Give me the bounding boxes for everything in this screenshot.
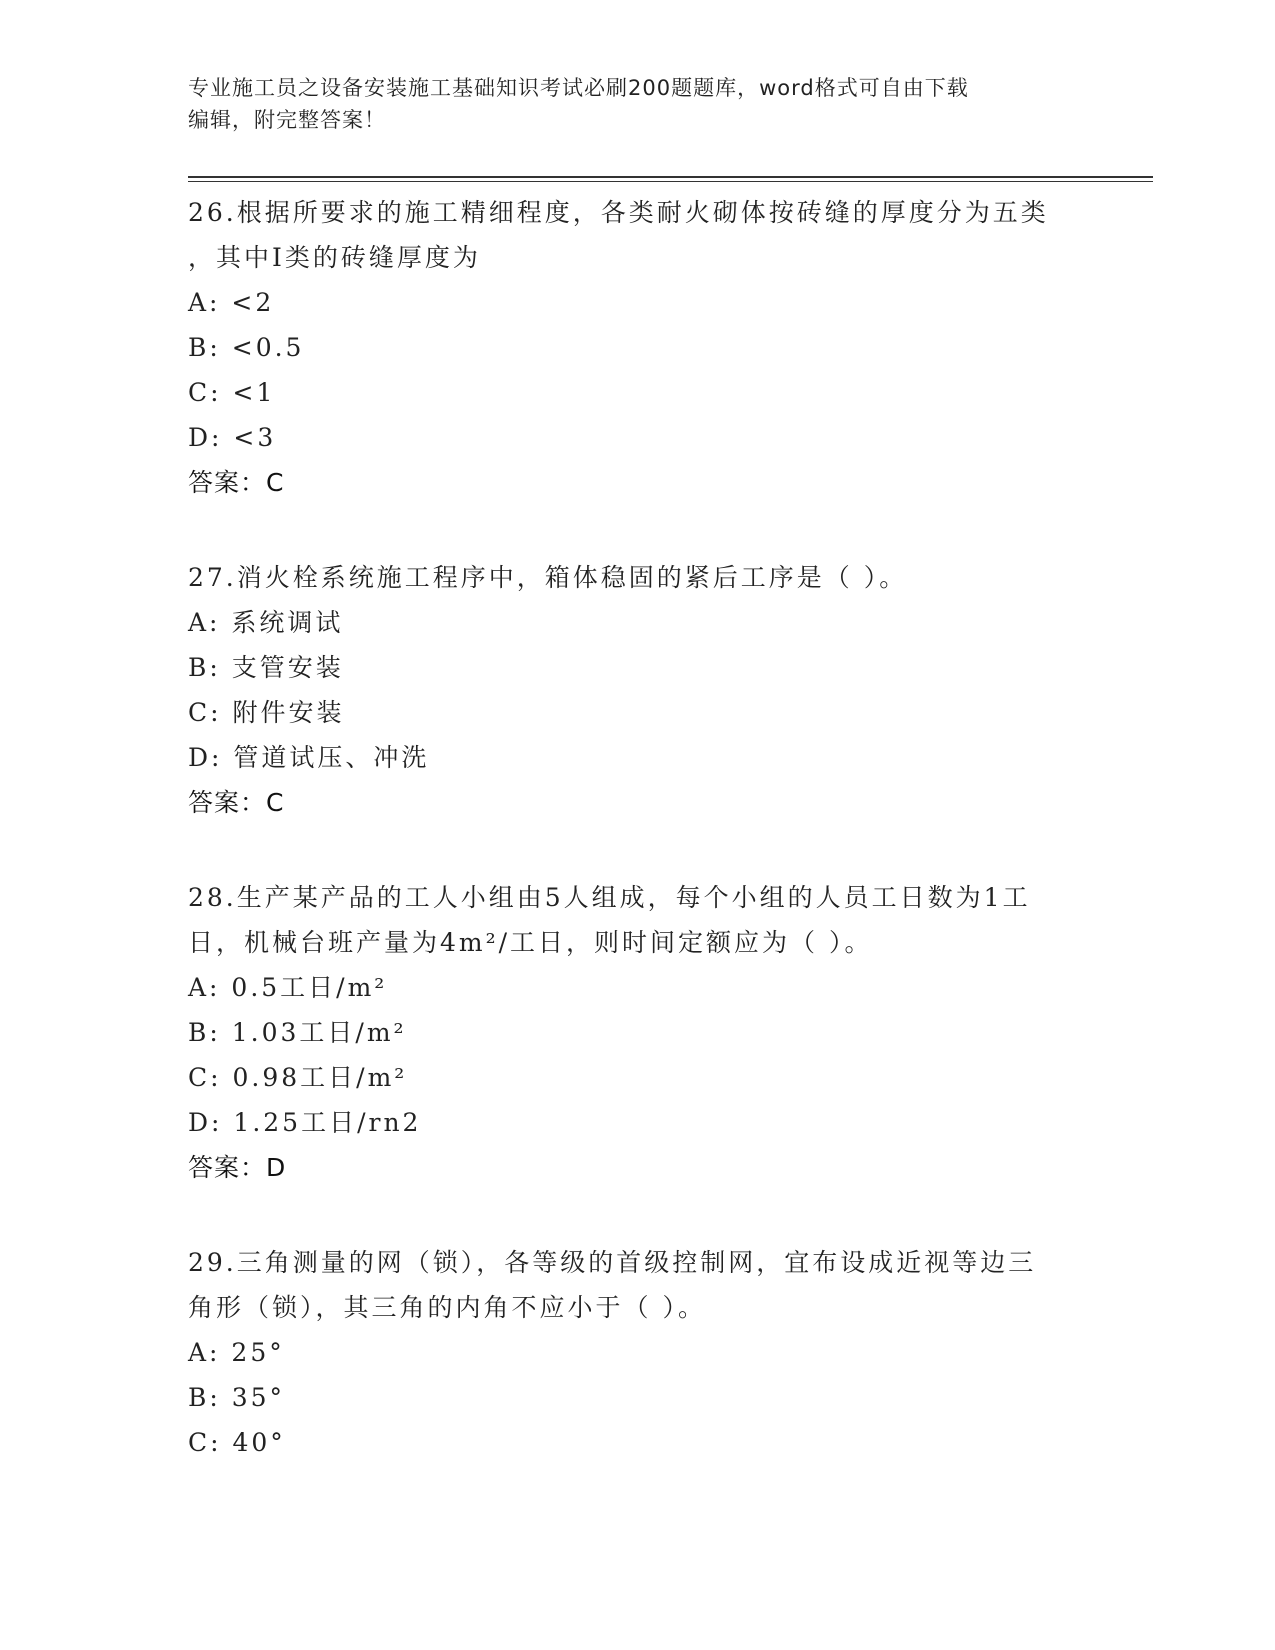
option-d: D: <3 — [188, 423, 277, 452]
question-text-line: 角形（锁），其三角的内角不应小于（ ）。 — [188, 1293, 706, 1322]
question-text-line: 日，机械台班产量为4m²/工日，则时间定额应为（ ）。 — [188, 928, 873, 957]
question-text-line: 29.三角测量的网（锁），各等级的首级控制网，宜布设成近视等边三 — [188, 1248, 1037, 1277]
question-text-line: ，其中Ⅰ类的砖缝厚度为 — [188, 243, 481, 272]
option-c: C: 0.98工日/m² — [188, 1063, 408, 1092]
header-divider-thin — [188, 181, 1153, 182]
option-d: D: 管道试压、冲洗 — [188, 743, 430, 772]
option-c: C: <1 — [188, 378, 276, 407]
question-list — [188, 190, 1088, 1515]
option-a: A: 25° — [188, 1338, 285, 1367]
question-text-line: 26.根据所要求的施工精细程度，各类耐火砌体按砖缝的厚度分为五类 — [188, 198, 1049, 227]
question-text-line: 27.消火栓系统施工程序中，箱体稳固的紧后工序是（ ）。 — [188, 563, 908, 592]
option-b: B: <0.5 — [188, 333, 305, 362]
header-divider-thick — [188, 176, 1153, 178]
header-line-2: 编辑，附完整答案！ — [188, 108, 386, 132]
document-header — [188, 72, 1088, 136]
option-a: A: 0.5工日/m² — [188, 973, 388, 1002]
answer-line: 答案：C — [188, 788, 285, 817]
question-29 — [188, 1240, 1088, 1465]
option-d: D: 1.25工日/rn2 — [188, 1108, 422, 1137]
question-text-line: 28.生产某产品的工人小组由5人组成，每个小组的人员工日数为1工 — [188, 883, 1031, 912]
option-b: B: 支管安装 — [188, 653, 344, 682]
header-line-1: 专业施工员之设备安装施工基础知识考试必刷200题题库，word格式可自由下载 — [188, 76, 969, 100]
answer-line: 答案：C — [188, 468, 285, 497]
question-26 — [188, 190, 1088, 505]
option-c: C: 40° — [188, 1428, 286, 1457]
option-a: A: <2 — [188, 288, 275, 317]
option-b: B: 35° — [188, 1383, 286, 1412]
option-a: A: 系统调试 — [188, 608, 344, 637]
option-b: B: 1.03工日/m² — [188, 1018, 407, 1047]
option-c: C: 附件安装 — [188, 698, 345, 727]
question-28 — [188, 875, 1088, 1190]
answer-line: 答案：D — [188, 1153, 287, 1182]
question-27 — [188, 555, 1088, 825]
